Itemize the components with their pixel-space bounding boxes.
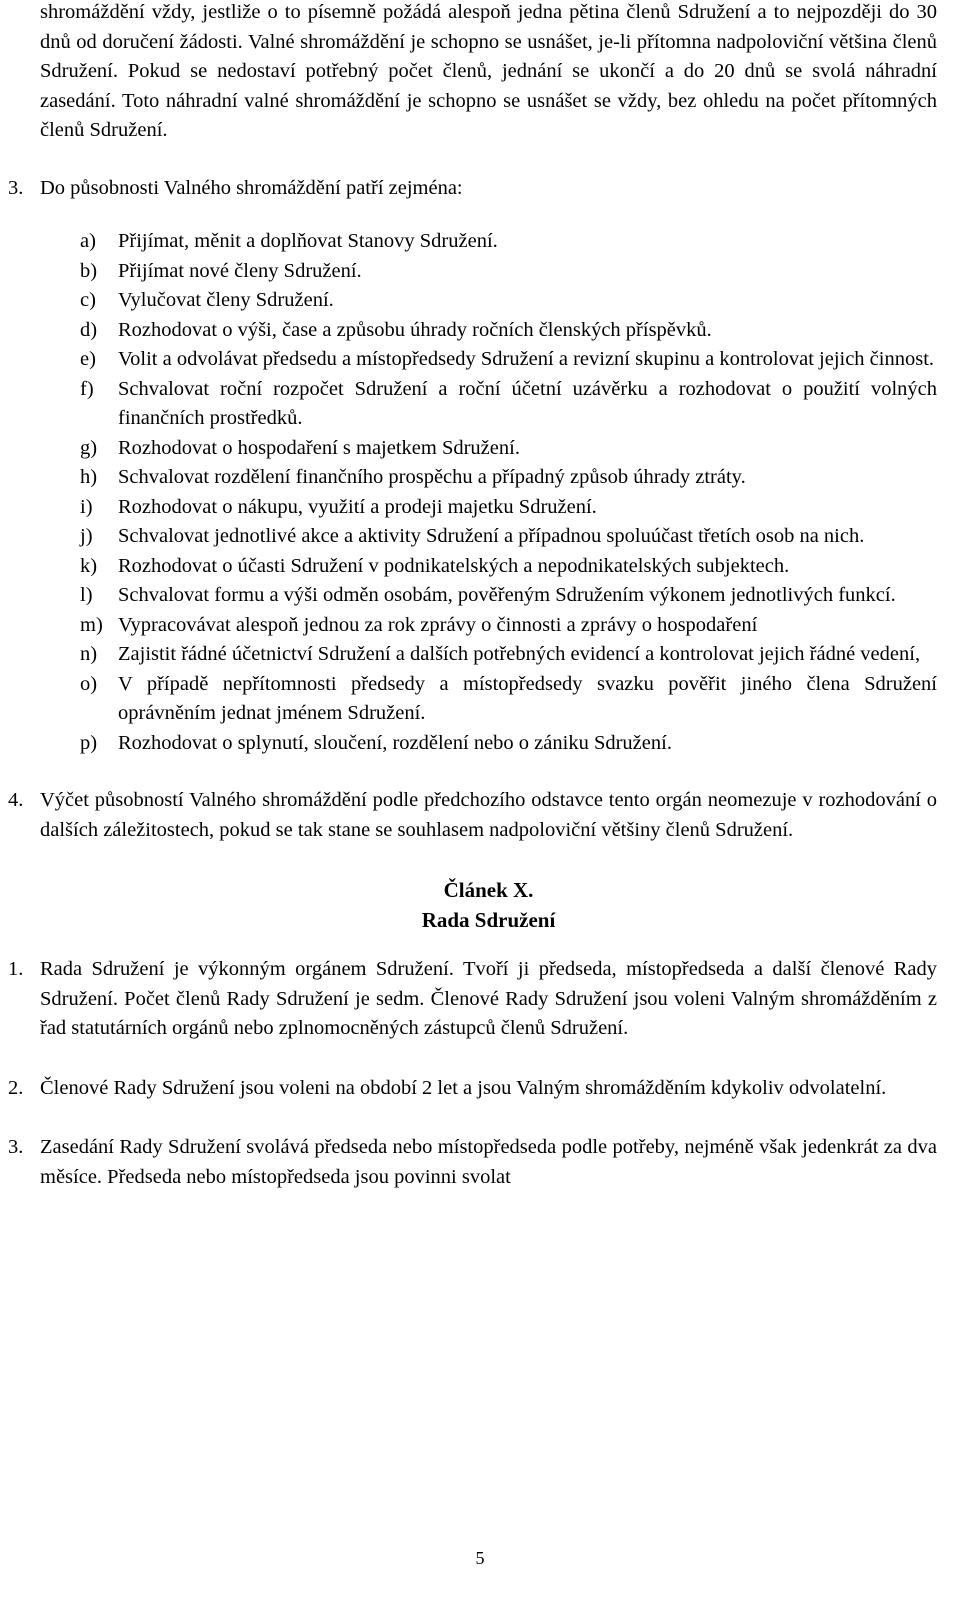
section-3: [8, 174, 937, 204]
list-item: [80, 522, 937, 552]
list-item-text: Rozhodovat o splynutí, sloučení, rozdělení nebo o zániku Sdružení.: [118, 731, 672, 754]
list-item: [80, 493, 937, 523]
article-paragraph-number: 2.: [8, 1076, 24, 1099]
list-item-letter: m): [80, 613, 103, 636]
intro-paragraph: shromáždění vždy, jestliže o to písemně požádá alespoň jedna pětina členů Sdružení a to nejpozději do 30 dnů od doručení žádosti. Valné shromáždění je schopno se usnášet, je-li přítomna nadpoloviční většina členů Sdružení. Pokud se nedostaví potřebný počet členů, jednání se ukončí a do 20 dnů se svolá náhradní zasedání. Toto náhradní valné shromáždění je schopno se usnášet se vždy, bez ohledu na počet přítomných členů Sdružení.: [40, 1, 937, 141]
list-item-text: Rozhodovat o nákupu, využití a prodeji majetku Sdružení.: [118, 495, 597, 518]
list-item-letter: o): [80, 672, 98, 695]
section-3-number: 3.: [8, 176, 24, 199]
list-item: [80, 227, 937, 257]
list-item: [80, 581, 937, 611]
list-item-text: Schvalovat jednotlivé akce a aktivity Sdružení a případnou spoluúčast třetích osob na nich.: [118, 525, 865, 547]
list-item: [80, 345, 937, 375]
section-3-text: Do působnosti Valného shromáždění patří zejména:: [40, 176, 463, 199]
list-item-letter: j): [80, 525, 93, 547]
list-item: [80, 434, 937, 464]
list-item-letter: i): [80, 495, 93, 518]
list-item-text: Rozhodovat o výši, čase a způsobu úhrady ročních členských příspěvků.: [118, 318, 712, 341]
article-paragraph-number: 3.: [8, 1136, 24, 1158]
section-4-number: 4.: [8, 789, 24, 811]
list-item-letter: b): [80, 259, 98, 282]
list-item: [80, 640, 937, 670]
list-item-letter: p): [80, 731, 98, 754]
list-item-text: Vylučovat členy Sdružení.: [118, 289, 334, 311]
list-item-text: Schvalovat roční rozpočet Sdružení a roční účetní uzávěrku a rozhodovat o použití volných finančních prostředků.: [118, 377, 937, 429]
list-item: [80, 286, 937, 316]
list-item: [80, 463, 937, 493]
list-item-letter: g): [80, 436, 98, 459]
list-item-text: Schvalovat formu a výši odměn osobám, pověřeným Sdružením výkonem jednotlivých funkcí.: [118, 584, 896, 606]
list-item-text: V případě nepřítomnosti předsedy a místopředsedy svazku pověřit jiného člena Sdružení oprávněním jednat jménem Sdružení.: [118, 672, 937, 724]
list-item-letter: l): [80, 584, 93, 606]
list-item-letter: c): [80, 289, 96, 311]
list-item-letter: d): [80, 318, 98, 341]
competence-list: [40, 227, 937, 758]
list-item: [80, 375, 937, 434]
list-item: [80, 670, 937, 729]
article-paragraphs: [8, 955, 937, 1192]
section-4-text: Výčet působností Valného shromáždění podle předchozího odstavce tento orgán neomezuje v rozhodování o dalších záležitostech, pokud se tak stane se souhlasem nadpoloviční většiny členů Sdružení.: [40, 789, 937, 841]
list-item-letter: e): [80, 348, 96, 370]
document-page: [8, 0, 937, 1192]
list-item-text: Přijímat, měnit a doplňovat Stanovy Sdružení.: [118, 230, 498, 252]
list-item: [80, 611, 937, 641]
article-paragraph: [8, 955, 937, 1044]
page-number: 5: [475, 1548, 485, 1568]
list-item-text: Volit a odvolávat předsedu a místopředsedy Sdružení a revizní skupinu a kontrolovat jejich činnost.: [118, 348, 935, 370]
list-item: [80, 257, 937, 287]
list-item-text: Přijímat nové členy Sdružení.: [118, 259, 362, 282]
list-item-letter: a): [80, 230, 96, 252]
article-paragraph-text: Rada Sdružení je výkonným orgánem Sdružení. Tvoří ji předseda, místopředseda a další členové Rady Sdružení. Počet členů Rady Sdružení je sedm. Členové Rady Sdružení jsou voleni Valným shromážděním z řad statutárních orgánů nebo zplnomocněných zástupců členů Sdružení.: [40, 958, 937, 1039]
section-4: [8, 786, 937, 845]
list-item-letter: h): [80, 466, 98, 488]
list-item: [80, 729, 937, 759]
article-paragraph-text: Zasedání Rady Sdružení svolává předseda nebo místopředseda podle potřeby, nejméně však jedenkrát za dva měsíce. Předseda nebo místopředseda jsou povinni svolat: [40, 1136, 937, 1188]
article-paragraph: [8, 1074, 937, 1104]
list-item: [80, 552, 937, 582]
list-item-letter: n): [80, 643, 98, 665]
list-item-text: Rozhodovat o hospodaření s majetkem Sdružení.: [118, 436, 520, 459]
list-item-text: Schvalovat rozdělení finančního prospěchu a případný způsob úhrady ztráty.: [118, 466, 746, 488]
article-paragraph-text: Členové Rady Sdružení jsou voleni na období 2 let a jsou Valným shromážděním kdykoliv odvolatelní.: [40, 1076, 887, 1099]
list-item-letter: k): [80, 554, 98, 577]
article-subtitle: Rada Sdružení: [421, 908, 556, 932]
article-paragraph: [8, 1133, 937, 1192]
list-item: [80, 316, 937, 346]
article-paragraph-number: 1.: [8, 958, 24, 980]
list-item-text: Zajistit řádné účetnictví Sdružení a dalších potřebných evidencí a kontrolovat jejich řádné vedení,: [118, 643, 921, 665]
article-title: Článek X.: [443, 878, 534, 902]
list-item-letter: f): [80, 377, 94, 400]
list-item-text: Rozhodovat o účasti Sdružení v podnikatelských a nepodnikatelských subjektech.: [118, 554, 790, 577]
list-item-text: Vypracovávat alespoň jednou za rok zprávy o činnosti a zprávy o hospodaření: [118, 613, 758, 636]
